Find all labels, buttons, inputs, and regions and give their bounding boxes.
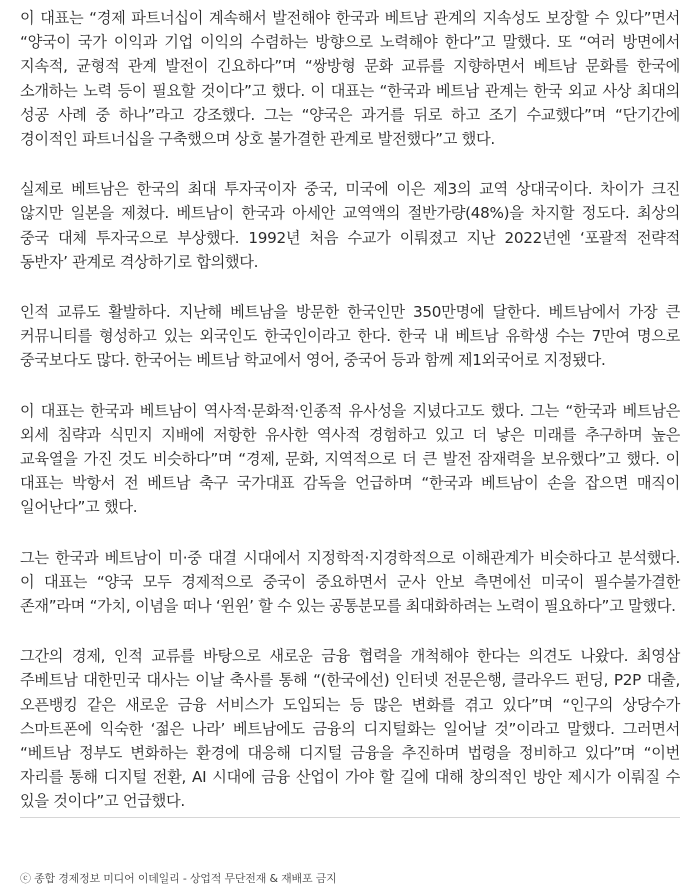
article-paragraph: 이 대표는 한국과 베트남이 역사적·문화적·인종적 유사성을 지녔다고도 했다. 그는 “한국과 베트남은 외세 침략과 식민지 지배에 저항한 유사한 역사적 경험하고 있고 더 낳은 미래를 추구하며 높은 교육열을 가진 것도 비슷하다”며 “경제, 문화, 지역적으로 더 큰 발전 잠재력을 보유했다”고 했다. 이 대표는 박항서 전 베트남 축구 국가대표 감독을 언급하며 “한국과 베트남이 손을 잡으면 매직이 일어난다”고 했다. bbox=[20, 401, 680, 517]
article-paragraph: 그간의 경제, 인적 교류를 바탕으로 새로운 금융 협력을 개척해야 한다는 의견도 나왔다. 최영삼 주베트남 대한민국 대사는 이날 축사를 통해 “(한국에선) 인터넷 전문은행, 클라우드 펀딩, P2P 대출, 오픈뱅킹 같은 새로운 금융 서비스가 도입되는 등 많은 변화를 겪고 있다”며 “인구의 상당수가 스마트폰에 익숙한 ‘젊은 나라’ 베트남에도 금융의 디지털화는 일어날 것”이라고 말했다. 그러면서 “베트남 정부도 변화하는 환경에 대응해 디지털 금융을 추진하며 법령을 정비하고 있다”며 “이번 자리를 통해 디지털 전환, AI 시대에 금융 산업이 가야 할 길에 대해 창의적인 방안 제시가 이뤄질 수 있을 것이다”고 언급했다. bbox=[20, 647, 680, 811]
article-paragraph: 이 대표는 “경제 파트너십이 계속해서 발전해야 한국과 베트남 관계의 지속성도 보장할 수 있다”면서 “양국이 국가 이익과 기업 이익의 수렴하는 방향으로 노력해야 한다”고 말했다. 또 “여러 방면에서 지속적, 균형적 관계 발전이 긴요하다”며 “쌍방형 문화 교류를 지향하면서 베트남 문화를 한국에 소개하는 노력 등이 필요할 것이다”고 했다. 이 대표는 “한국과 베트남 관계는 한국 외교 사상 최대의 성공 사례 중 하나”라고 강조했다. 그는 “양국은 과거를 뒤로 하고 조기 수교했다”며 “단기간에 경이적인 파트너십을 구축했으며 상호 불가결한 관계로 발전했다”고 했다. bbox=[20, 9, 680, 149]
footer-divider bbox=[20, 817, 680, 818]
article-paragraph: 그는 한국과 베트남이 미·중 대결 시대에서 지정학적·지경학적으로 이해관계가 비슷하다고 분석했다. 이 대표는 “양국 모두 경제적으로 중국이 중요하면서 군사 안보 측면에선 미국이 필수불가결한 존재”라며 “가치, 이념을 떠나 ‘윈윈’ 할 수 있는 공통분모를 최대화하려는 노력이 필요하다”고 말했다. bbox=[20, 548, 680, 616]
article-paragraph: 인적 교류도 활발하다. 지난해 베트남을 방문한 한국인만 350만명에 달한다. 베트남에서 가장 큰 커뮤니티를 형성하고 있는 외국인도 한국인이라고 한다. 한국 내 베트남 유학생 수는 7만여 명으로 중국보다도 많다. 한국어는 베트남 학교에서 영어, 중국어 등과 함께 제1외국어로 지정됐다. bbox=[20, 303, 680, 370]
article-paragraph: 실제로 베트남은 한국의 최대 투자국이자 중국, 미국에 이은 제3의 교역 상대국이다. 차이가 크진 않지만 일본을 제쳤다. 베트남이 한국과 아세안 교역액의 절반가량(48%)을 차지할 정도다. 최상의 중국 대체 투자국으로 부상했다. 1992년 처음 수교가 이뤄졌고 지난 2022년엔 ‘포괄적 전략적 동반자’ 관계로 격상하기로 합의했다. bbox=[20, 180, 680, 271]
copyright-notice: ⓒ 종합 경제정보 미디어 이데일리 - 상업적 무단전재 & 재배포 금지 bbox=[20, 872, 337, 885]
article-body bbox=[20, 6, 680, 840]
